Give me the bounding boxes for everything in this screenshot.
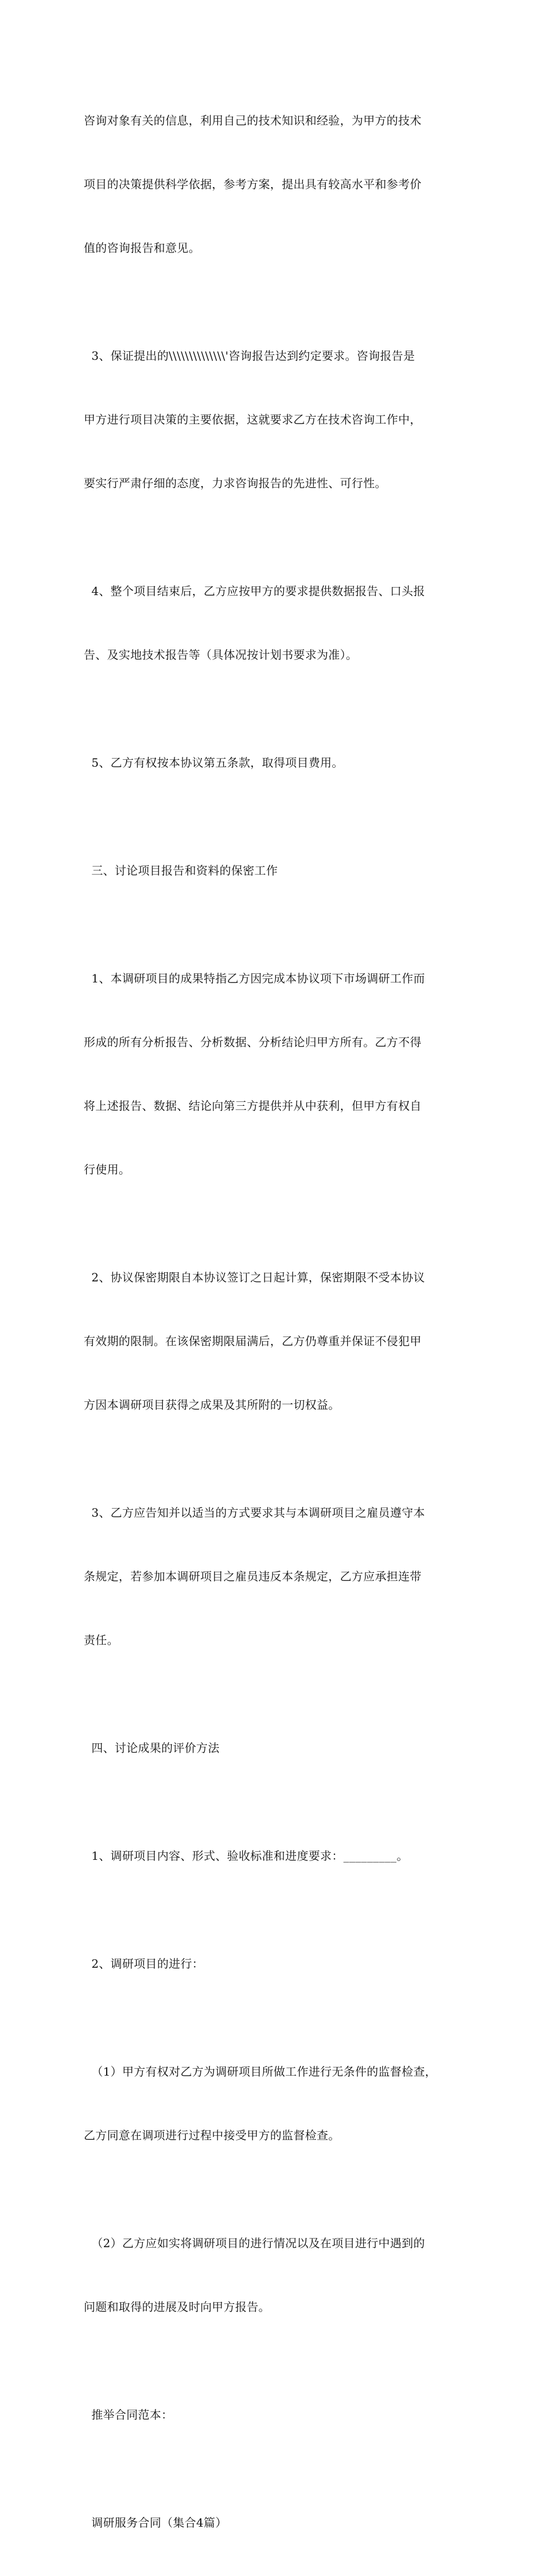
text-line: 值的咨询报告和意见。 bbox=[84, 241, 200, 255]
section-heading-4-evaluation bbox=[84, 1695, 465, 1801]
text-line: 调研服务合同（集合4篇） bbox=[84, 2516, 227, 2530]
text-line: 行使用。 bbox=[84, 1163, 131, 1176]
document-body bbox=[84, 68, 465, 2576]
paragraph-template-title bbox=[84, 2470, 465, 2576]
text-line: 4、整个项目结束后，乙方应按甲方的要求提供数据报告、口头报 bbox=[84, 584, 425, 598]
text-line: 有效期的限制。在该保密期限届满后，乙方仍尊重并保证不侵犯甲 bbox=[84, 1334, 422, 1348]
text-line: 项目的决策提供科学依据，参考方案，提出具有较高水平和参考价 bbox=[84, 177, 422, 191]
text-line: 问题和取得的进展及时向甲方报告。 bbox=[84, 2300, 270, 2314]
paragraph-item-3-report-requirement bbox=[84, 303, 465, 537]
text-line: 告、及实地技术报告等（具体况按计划书要求为准）。 bbox=[84, 648, 358, 662]
text-line: 四、讨论成果的评价方法 bbox=[84, 1741, 220, 1755]
text-line: 形成的所有分析报告、分析数据、分析结论归甲方所有。乙方不得 bbox=[84, 1035, 422, 1049]
text-line: 方因本调研项目获得之成果及其所附的一切权益。 bbox=[84, 1398, 340, 1412]
paragraph-evaluation-2 bbox=[84, 1911, 465, 2017]
text-line: 5、乙方有权按本协议第五条款，取得项目费用。 bbox=[84, 756, 344, 770]
text-line: 2、调研项目的进行： bbox=[84, 1957, 204, 1971]
text-line: （1）甲方有权对乙方为调研项目所做工作进行无条件的监督检查， bbox=[84, 2065, 437, 2078]
section-heading-3-confidentiality bbox=[84, 818, 465, 924]
text-line: 1、调研项目内容、形式、验收标准和进度要求：_________。 bbox=[84, 1849, 408, 1863]
text-line: 3、保证提出的\\\\\\\\\\\\\\'咨询报告达到约定要求。咨询报告是 bbox=[84, 349, 415, 363]
paragraph-evaluation-1 bbox=[84, 1803, 465, 1909]
paragraph-confidentiality-2 bbox=[84, 1225, 465, 1458]
text-line: 1、本调研项目的成果特指乙方因完成本协议项下市场调研工作而 bbox=[84, 972, 425, 985]
text-line: （2）乙方应如实将调研项目的进行情况以及在项目进行中遇到的 bbox=[84, 2236, 425, 2250]
text-line: 2、协议保密期限自本协议签订之日起计算，保密期限不受本协议 bbox=[84, 1270, 425, 1284]
paragraph-evaluation-2-sub-1 bbox=[84, 2019, 465, 2189]
paragraph-item-4-reports bbox=[84, 538, 465, 708]
paragraph-consulting-info bbox=[84, 68, 465, 301]
text-line: 三、讨论项目报告和资料的保密工作 bbox=[84, 864, 278, 877]
paragraph-evaluation-2-sub-2 bbox=[84, 2190, 465, 2360]
text-line: 条规定，若参加本调研项目之雇员违反本条规定，乙方应承担连带 bbox=[84, 1569, 422, 1583]
text-line: 3、乙方应告知并以适当的方式要求其与本调研项目之雇员遵守本 bbox=[84, 1506, 425, 1520]
text-line: 甲方进行项目决策的主要依据，这就要求乙方在技术咨询工作中， bbox=[84, 413, 422, 426]
text-line: 将上述报告、数据、结论向第三方提供并从中获利，但甲方有权自 bbox=[84, 1099, 422, 1113]
paragraph-item-5-fees bbox=[84, 710, 465, 816]
text-line: 要实行严肃仔细的态度，力求咨询报告的先进性、可行性。 bbox=[84, 476, 387, 490]
paragraph-recommended-templates bbox=[84, 2362, 465, 2468]
text-line: 乙方同意在调项进行过程中接受甲方的监督检查。 bbox=[84, 2128, 340, 2142]
text-line: 咨询对象有关的信息，利用自己的技术知识和经验，为甲方的技术 bbox=[84, 114, 422, 127]
text-line: 推举合同范本： bbox=[84, 2408, 173, 2422]
paragraph-confidentiality-3 bbox=[84, 1460, 465, 1693]
text-line: 责任。 bbox=[84, 1633, 119, 1647]
paragraph-confidentiality-1 bbox=[84, 926, 465, 1223]
